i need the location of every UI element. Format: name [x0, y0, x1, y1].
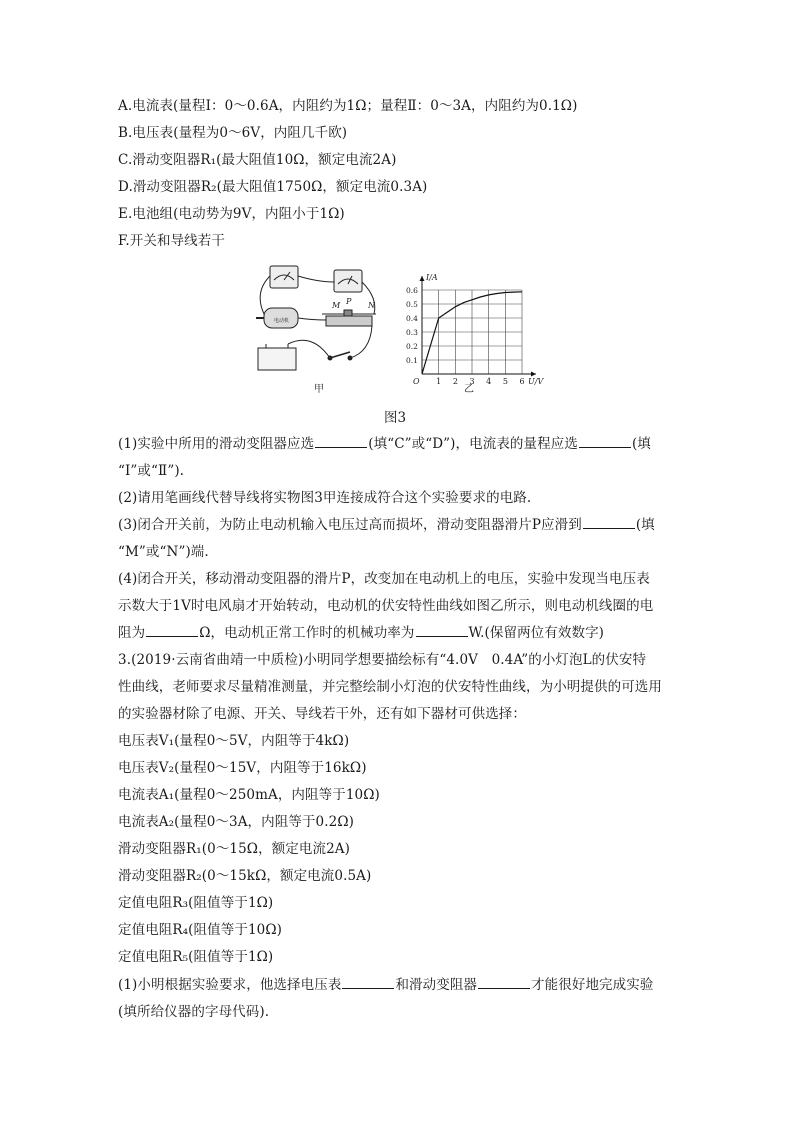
figure-label-left: 甲: [314, 384, 324, 395]
equipment-a2: 电流表A₂(量程0～3A，内阻等于0.2Ω): [118, 814, 354, 830]
y-axis-arrow: [420, 276, 425, 281]
y-tick-label: 0.4: [406, 314, 418, 323]
problem3-line-2: 性曲线，老师要求尽量精准测量，并完整绘制小灯泡的伏安特性曲线，为小明提供的可选用: [118, 679, 662, 695]
equipment-r2: 滑动变阻器R₂(0～15kΩ，额定电流0.5A): [118, 868, 372, 884]
option-f: F.开关和导线若干: [118, 233, 225, 249]
q1-line-1: (1)实验中所用的滑动变阻器应选 (填“C”或“D”)，电流表的量程应选 (填: [118, 436, 651, 452]
iv-chart: [406, 273, 544, 386]
problem3-line-3: 的实验器材除了电源、开关、导线若干外，还有如下器材可供选择：: [118, 706, 526, 722]
x-tick-label: 2: [452, 377, 458, 386]
equipment-r5: 定值电阻R₅(阻值等于1Ω): [118, 949, 274, 965]
equipment-r3: 定值电阻R₃(阻值等于1Ω): [118, 895, 274, 911]
problem3-line-1: 3.(2019·云南省曲靖一中质检)小明同学想要描绘标有“4.0V 0.4A”的小灯泡L的伏安特: [118, 652, 647, 668]
q4-line-3: 阻为 Ω，电动机正常工作时的机械功率为 W.(保留两位有效数字): [118, 625, 605, 641]
switch-icon: [330, 352, 350, 358]
q4-line-2: 示数大于1V时电风扇才开始转动，电动机的伏安特性曲线如图乙所示，则电动机线圈的电: [118, 598, 654, 614]
battery-icon: [258, 348, 296, 370]
blank-resistance[interactable]: [146, 623, 198, 637]
ammeter-icon: [270, 266, 298, 288]
y-tick-label: 0.3: [406, 328, 418, 337]
figure-caption: 图3: [384, 410, 407, 426]
x-tick-label: 4: [486, 377, 492, 386]
blank-rheostat-2[interactable]: [478, 975, 530, 989]
option-c: C.滑动变阻器R₁(最大阻值10Ω，额定电流2A): [118, 152, 397, 168]
x-tick-label: 3: [469, 377, 475, 386]
figure-svg: [252, 262, 552, 398]
x-axis-arrow: [531, 372, 536, 377]
blank-slider-end[interactable]: [583, 515, 635, 529]
figure-3: [252, 262, 552, 398]
option-a: A.电流表(量程Ⅰ：0～0.6A，内阻约为1Ω；量程Ⅱ：0～3A，内阻约为0.1Ω): [118, 98, 578, 114]
y-axis-label: I/A: [426, 273, 438, 282]
motor-label: 电动机: [274, 318, 290, 324]
origin-label: O: [413, 377, 420, 386]
equipment-r4: 定值电阻R₄(阻值等于10Ω): [118, 922, 282, 938]
y-tick-label: 0.2: [406, 342, 418, 351]
x-axis-label: U/V: [528, 377, 544, 386]
equipment-v1: 电压表V₁(量程0～5V，内阻等于4kΩ): [118, 733, 350, 749]
q1-line-2: “Ⅰ”或“Ⅱ”).: [118, 463, 185, 479]
q3-line-1: (3)闭合开关前，为防止电动机输入电压过高而损坏，滑动变阻器滑片P应滑到 (填: [118, 517, 655, 533]
label-n: N: [368, 301, 375, 310]
blank-ammeter-range[interactable]: [579, 434, 631, 448]
equipment-v2: 电压表V₂(量程0～15V，内阻等于16kΩ): [118, 760, 367, 776]
y-tick-label: 0.6: [406, 286, 418, 295]
p3q1-line-1: (1)小明根据实验要求，他选择电压表 和滑动变阻器 才能很好地完成实验: [118, 977, 654, 993]
equipment-r1: 滑动变阻器R₁(0～15Ω，额定电流2A): [118, 841, 351, 857]
blank-voltmeter[interactable]: [342, 975, 394, 989]
figure-label-right: 乙: [464, 384, 474, 395]
y-tick-label: 0.5: [406, 300, 418, 309]
x-tick-label: 1: [436, 377, 442, 386]
p3q1-line-2: (填所给仪器的字母代码).: [118, 1004, 270, 1020]
x-tick-label: 6: [519, 377, 525, 386]
label-p: P: [346, 297, 352, 306]
option-d: D.滑动变阻器R₂(最大阻值1750Ω，额定电流0.3A): [118, 179, 428, 195]
option-e: E.电池组(电动势为9V，内阻小于1Ω): [118, 206, 345, 222]
q3-line-2: “M”或“N”)端.: [118, 544, 209, 560]
q2-line: (2)请用笔画线代替导线将实物图3甲连接成符合这个实验要求的电路.: [118, 490, 532, 506]
blank-rheostat[interactable]: [315, 434, 367, 448]
option-b: B.电压表(量程为0～6V，内阻几千欧): [118, 125, 348, 141]
y-tick-label: 0.1: [406, 356, 418, 365]
x-tick-label: 5: [502, 377, 508, 386]
equipment-a1: 电流表A₁(量程0～250mA，内阻等于10Ω): [118, 787, 380, 803]
label-m: M: [332, 301, 341, 310]
rheostat-icon: [326, 316, 372, 326]
voltmeter-icon: [334, 270, 362, 292]
blank-power[interactable]: [416, 623, 468, 637]
q4-line-1: (4)闭合开关，移动滑动变阻器的滑片P，改变加在电动机上的电压，实验中发现当电压表: [118, 571, 650, 587]
